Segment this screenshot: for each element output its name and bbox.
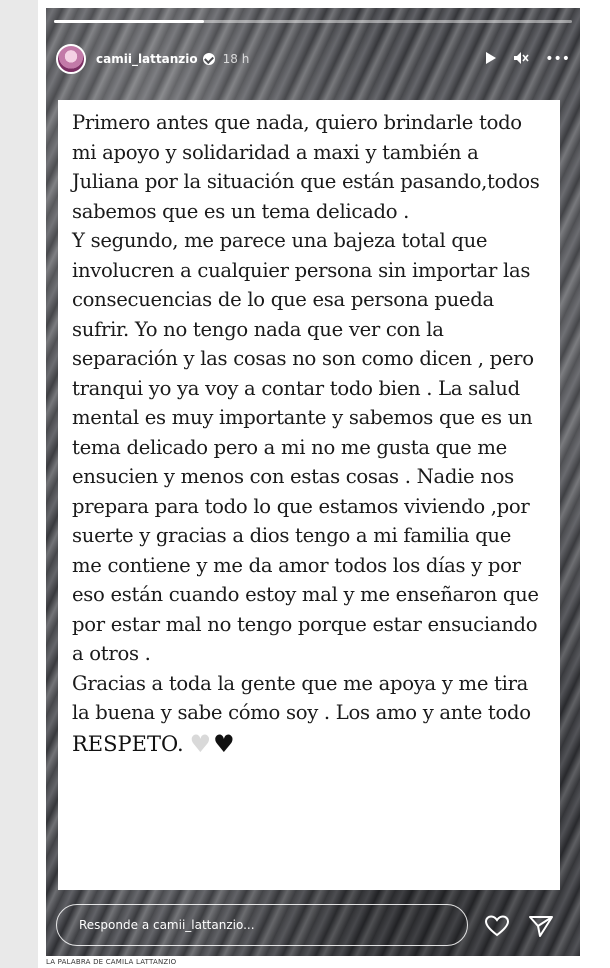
post-time: 18 h	[222, 52, 250, 66]
verified-badge-icon	[203, 53, 215, 65]
image-caption: LA PALABRA DE CAMILA LATTANZIO	[46, 958, 177, 966]
reply-bar[interactable]	[56, 904, 468, 946]
more-icon[interactable]: •••	[545, 51, 570, 67]
play-icon[interactable]	[483, 51, 497, 68]
avatar[interactable]	[56, 44, 86, 74]
story-progress-fill	[54, 20, 204, 23]
story-progress-bar	[54, 20, 572, 23]
send-icon[interactable]	[528, 914, 554, 938]
black-heart-icon: ♥	[213, 729, 235, 758]
heart-icon[interactable]	[484, 914, 510, 938]
white-heart-icon: ♥	[189, 729, 212, 758]
mute-icon[interactable]	[513, 51, 529, 68]
story-viewer	[46, 8, 580, 956]
reply-input[interactable]	[77, 917, 461, 933]
story-message: Primero antes que nada, quiero brindarle todo mi apoyo y solidaridad a maxi y también a Juliana por la situación que están pasando,todos sabemos que es un tema delicado . Y segundo, me parece una bajeza total que involucren a cualquier persona sin importar las consecuencias de lo que esa persona pueda sufrir. Yo no tengo nada que ver con la separación y las cosas no son como dicen , pero tranqui yo ya voy a contar todo bien . La salud mental es muy importante y sabemos que es un tema delicado pero a mi no me gusta que me ensucien y menos con estas cosas . Nadie nos prepara para todo lo que estamos viviendo ,por suerte y gracias a dios tengo a mi familia que me contiene y me da amor todos los días y por eso están cuando estoy mal y me enseñaron que por estar mal no tengo porque estar ensuciando a otros . Gracias a toda la gente que me apoya y me tira la buena y sabe cómo soy . Los amo y ante todo	[72, 111, 540, 724]
story-header	[56, 42, 570, 76]
story-signoff-row	[58, 728, 560, 760]
username[interactable]: camii_lattanzio	[96, 52, 198, 66]
story-controls	[483, 51, 570, 68]
page-gutter	[0, 0, 38, 968]
story-signoff: RESPETO.	[72, 731, 184, 756]
story-text-card	[58, 100, 560, 890]
